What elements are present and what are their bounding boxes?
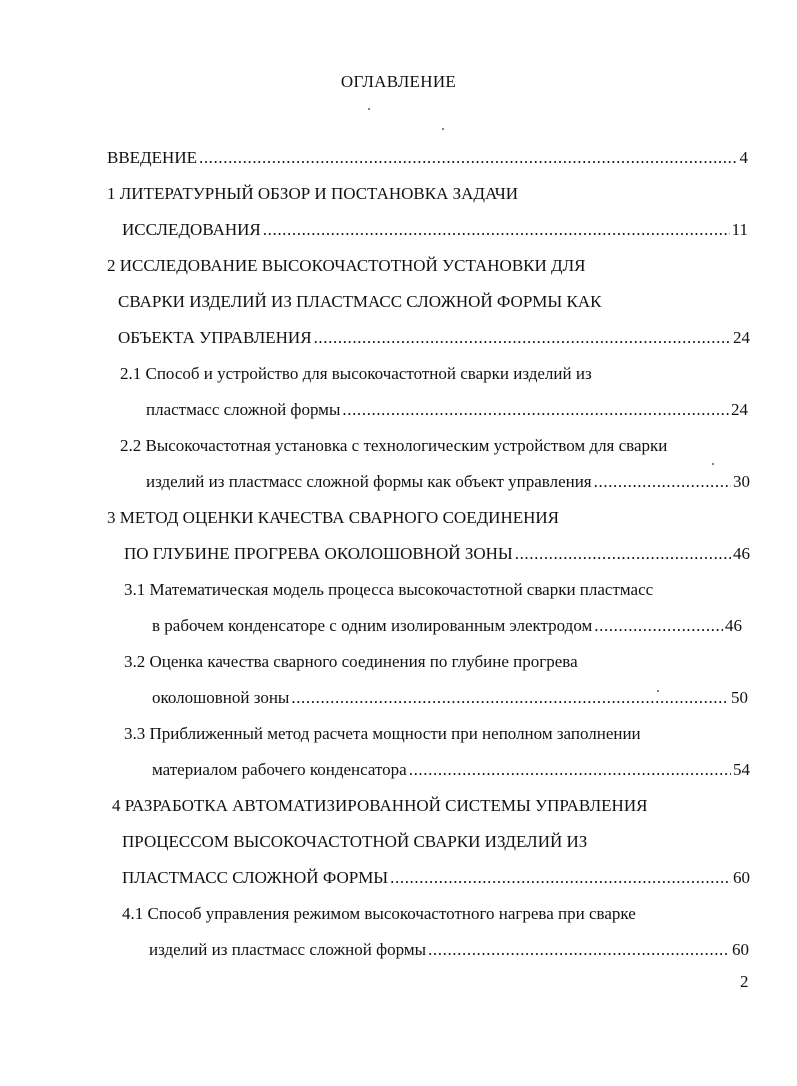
dot-leader xyxy=(515,542,731,566)
toc-entry-text: ОБЪЕКТА УПРАВЛЕНИЯ xyxy=(118,328,312,347)
toc-page-number: 46 xyxy=(733,544,750,563)
toc-entry xyxy=(107,146,748,170)
page-number: 2 xyxy=(740,972,749,991)
toc-page-number: 60 xyxy=(733,868,750,887)
toc-entry: 1 ЛИТЕРАТУРНЫЙ ОБЗОР И ПОСТАНОВКА ЗАДАЧИ xyxy=(107,184,519,203)
toc-entry xyxy=(122,866,750,890)
toc-entry: ПРОЦЕССОМ ВЫСОКОЧАСТОТНОЙ СВАРКИ ИЗДЕЛИЙ ИЗ xyxy=(122,832,588,851)
toc-entry-text: ПЛАСТМАСС СЛОЖНОЙ ФОРМЫ xyxy=(122,868,389,887)
dot-leader xyxy=(428,938,730,962)
toc-entry-text: материалом рабочего конденсатора xyxy=(152,760,407,779)
page-title: ОГЛАВЛЕНИЕ xyxy=(340,72,457,91)
toc-entry-text: пластмасс сложной формы xyxy=(146,400,341,419)
dot-leader xyxy=(342,398,729,422)
dot-leader xyxy=(199,146,738,170)
toc-entry xyxy=(118,326,750,350)
toc-entry: 2 ИССЛЕДОВАНИЕ ВЫСОКОЧАСТОТНОЙ УСТАНОВКИ ДЛЯ xyxy=(107,256,586,275)
toc-page-number: 24 xyxy=(733,328,750,347)
toc-entry-text: ИССЛЕДОВАНИЯ xyxy=(122,220,261,239)
toc-entry: 4.1 Способ управления режимом высокочастотного нагрева при сварке xyxy=(122,904,636,923)
toc-entry: 4 РАЗРАБОТКА АВТОМАТИЗИРОВАННОЙ СИСТЕМЫ УПРАВЛЕНИЯ xyxy=(112,796,648,815)
toc-page-number: 30 xyxy=(733,472,750,491)
toc-entry-text: ВВЕДЕНИЕ xyxy=(107,148,197,167)
toc-page-number: 50 xyxy=(731,688,748,707)
dot-leader xyxy=(291,686,729,710)
dot-leader xyxy=(390,866,731,890)
toc-page-number: 11 xyxy=(731,220,748,239)
toc-entry xyxy=(149,938,749,962)
toc-entry xyxy=(146,398,748,422)
toc-entry: 3.3 Приближенный метод расчета мощности при неполном заполнении xyxy=(124,724,641,743)
toc-entry: СВАРКИ ИЗДЕЛИЙ ИЗ ПЛАСТМАСС СЛОЖНОЙ ФОРМЫ КАК xyxy=(118,292,602,311)
toc-entry xyxy=(124,542,750,566)
toc-entry xyxy=(122,218,748,242)
toc-page-number: 60 xyxy=(732,940,749,959)
scan-speck xyxy=(368,108,370,110)
toc-page-number: 54 xyxy=(733,760,750,779)
toc-entry-text: изделий из пластмасс сложной формы как объект управления xyxy=(146,472,592,491)
dot-leader xyxy=(594,470,731,494)
toc-entry xyxy=(152,758,750,782)
toc-page-number: 24 xyxy=(731,400,748,419)
toc-entry-text: ПО ГЛУБИНЕ ПРОГРЕВА ОКОЛОШОВНОЙ ЗОНЫ xyxy=(124,544,513,563)
scan-speck xyxy=(657,690,659,692)
toc-entry: 3.2 Оценка качества сварного соединения по глубине прогрева xyxy=(124,652,578,671)
toc-entry: 3.1 Математическая модель процесса высокочастотной сварки пластмасс xyxy=(124,580,654,599)
dot-leader xyxy=(314,326,731,350)
dot-leader xyxy=(594,614,723,638)
toc-page-number: 4 xyxy=(739,148,748,167)
scan-speck xyxy=(442,128,444,130)
toc-entry: 3 МЕТОД ОЦЕНКИ КАЧЕСТВА СВАРНОГО СОЕДИНЕНИЯ xyxy=(107,508,560,527)
dot-leader xyxy=(263,218,730,242)
scan-speck xyxy=(712,463,714,465)
toc-entry-text: изделий из пластмасс сложной формы xyxy=(149,940,427,959)
toc-page-number: 46 xyxy=(725,616,742,635)
dot-leader xyxy=(409,758,731,782)
toc-entry: 2.2 Высокочастотная установка с технологическим устройством для сварки xyxy=(120,436,668,455)
toc-entry-text: в рабочем конденсаторе с одним изолированным электродом xyxy=(152,616,593,635)
toc-entry: 2.1 Способ и устройство для высокочастотной сварки изделий из xyxy=(120,364,592,383)
toc-entry-text: околошовной зоны xyxy=(152,688,290,707)
toc-entry xyxy=(152,614,742,638)
toc-entry xyxy=(146,470,750,494)
